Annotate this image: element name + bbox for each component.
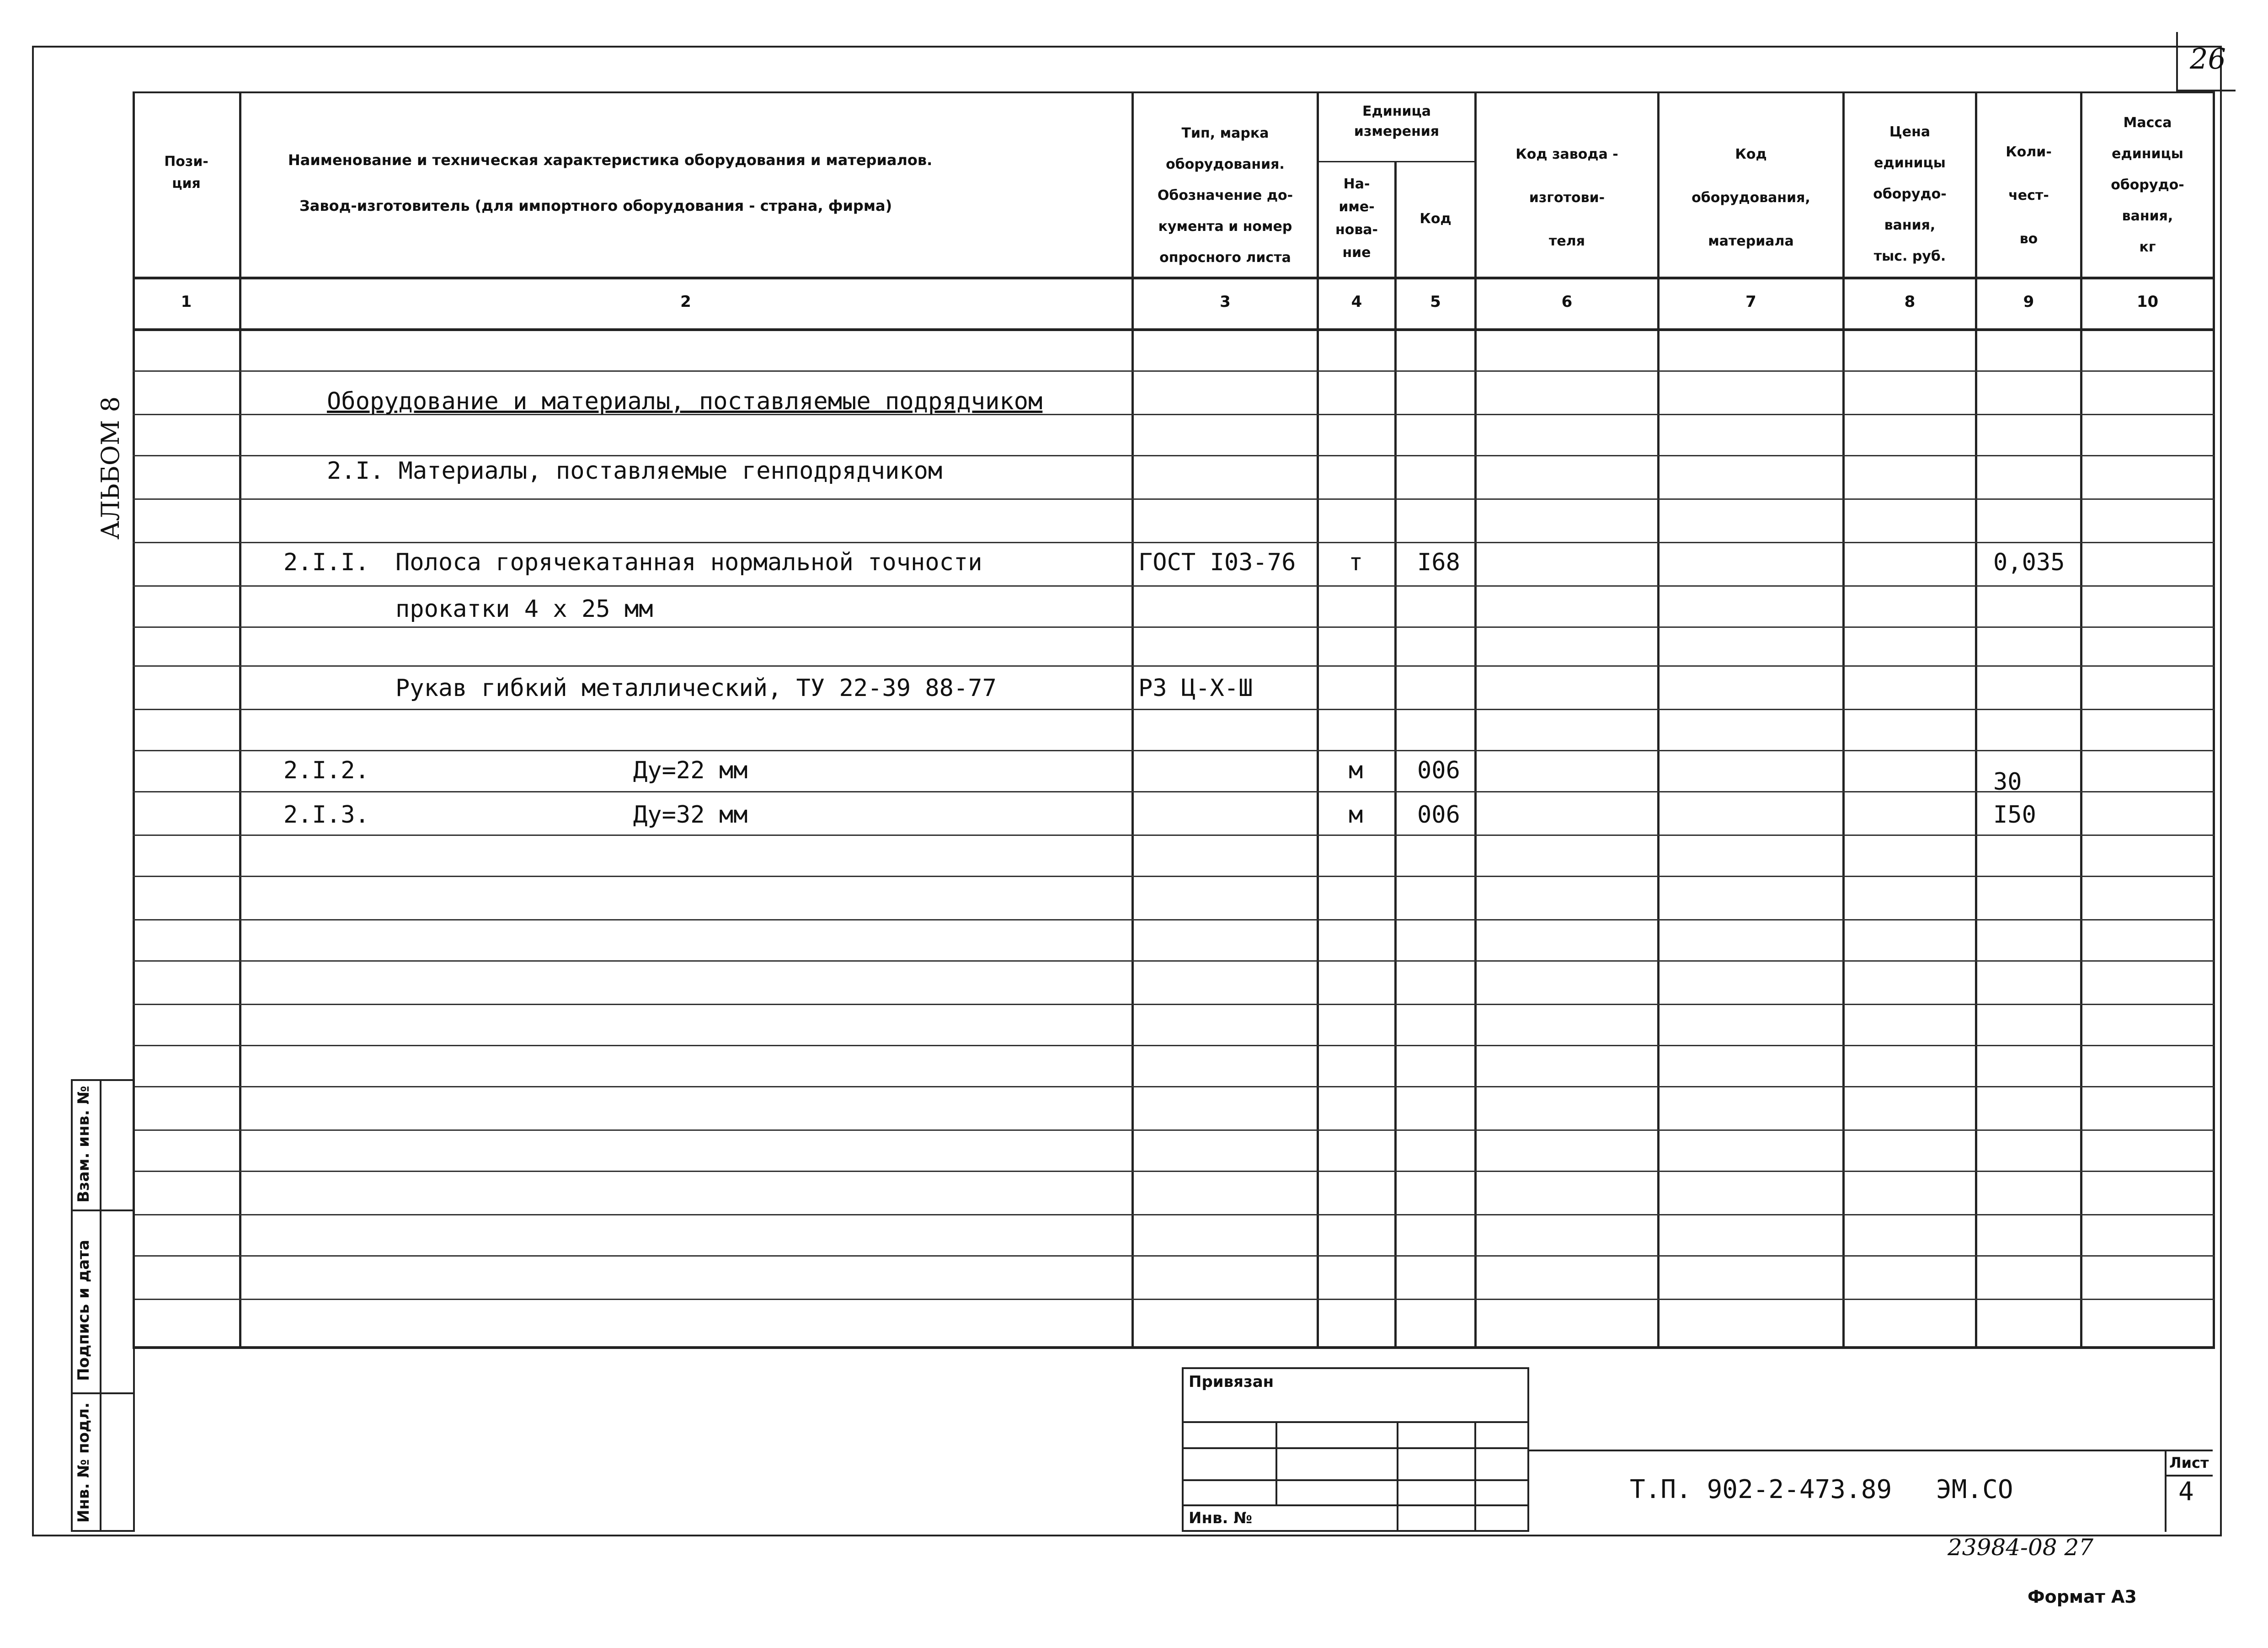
col-sep-6 <box>1657 91 1660 1349</box>
item-type: Р3 Ц-Х-Ш <box>1138 674 1253 702</box>
table-bottom-border <box>133 1346 2215 1349</box>
sheet-box-line <box>2165 1475 2213 1477</box>
row-line <box>133 542 2215 543</box>
stamp-line <box>1182 1447 1529 1449</box>
row-line <box>133 791 2215 792</box>
item-name-continuation: прокатки 4 х 25 мм <box>395 595 653 623</box>
item-name: Ду=22 мм <box>633 757 748 784</box>
title-block-top <box>1529 1450 2213 1451</box>
stamp-vline <box>1397 1421 1398 1532</box>
row-line <box>133 1045 2215 1046</box>
row-line <box>133 498 2215 500</box>
table-right-border <box>2213 91 2215 1349</box>
item-name: Ду=32 мм <box>633 801 748 829</box>
row-line <box>133 585 2215 587</box>
header-quantity: Коли- чест- во <box>2006 144 2052 247</box>
table-top-border <box>133 91 2215 93</box>
row-line <box>133 876 2215 877</box>
colnum: 7 <box>1745 293 1756 311</box>
col-sep-9 <box>2080 91 2082 1349</box>
item-quantity: I50 <box>1993 801 2036 829</box>
colnum: 1 <box>181 293 192 311</box>
row-line <box>133 750 2215 751</box>
bound-stamp-box <box>1182 1367 1529 1532</box>
side-stamp-divider <box>100 1079 101 1532</box>
row-line <box>133 960 2215 962</box>
row-line <box>133 1299 2215 1300</box>
archive-number: 23984-08 27 <box>1948 1534 2094 1561</box>
sheet-label: Лист <box>2169 1454 2209 1471</box>
colnum: 4 <box>1351 293 1362 311</box>
sheet-value: 4 <box>2178 1477 2194 1507</box>
item-position: 2.I.I. <box>283 549 369 576</box>
section-title: Оборудование и материалы, поставляемые подрядчиком <box>327 388 1043 415</box>
row-line <box>133 455 2215 456</box>
colnum: 10 <box>2136 293 2159 311</box>
row-line <box>133 370 2215 372</box>
side-stamp-sep <box>71 1392 135 1394</box>
item-quantity: 30 <box>1993 768 2022 796</box>
row-line <box>133 709 2215 710</box>
row-line <box>133 1086 2215 1087</box>
side-stamp-sep <box>71 1209 135 1211</box>
item-type: ГОСТ I03-76 <box>1138 549 1296 576</box>
document-code: Т.П. 902-2-473.89 <box>1630 1475 1892 1504</box>
header-price: Цена единицы оборудо- вания, тыс. руб. <box>1873 124 1947 264</box>
bound-label: Привязан <box>1189 1373 1274 1391</box>
row-line <box>133 1171 2215 1172</box>
unit-group-line <box>1317 161 1474 162</box>
header-unit-group: Единица измерения <box>1354 103 1440 139</box>
row-line <box>133 835 2215 836</box>
stamp-line <box>1182 1421 1529 1423</box>
subsection-title: 2.I. Материалы, поставляемые генподрядчиком <box>327 457 943 485</box>
item-name: Полоса горячекатанная нормальной точности <box>395 549 982 576</box>
colnum: 2 <box>680 293 691 311</box>
header-name: Наименование и техническая характеристика оборудования и материалов. Завод-изготовитель (для импортного оборудования - страна, фирма) <box>288 151 933 214</box>
header-position: Пози- ция <box>164 154 208 192</box>
stamp-line <box>1182 1504 1529 1506</box>
col-sep-8 <box>1975 91 1977 1349</box>
colnum-bottom-line <box>133 328 2215 331</box>
inv-label: Инв. № <box>1189 1509 1253 1527</box>
album-label: АЛЬБОМ 8 <box>96 396 125 540</box>
stamp-vline <box>1474 1421 1476 1532</box>
stamp-line <box>1182 1479 1529 1481</box>
row-line <box>133 626 2215 628</box>
header-bottom-line <box>133 277 2215 279</box>
item-position: 2.I.2. <box>283 757 369 784</box>
header-plant-code: Код завода - изготови- теля <box>1516 146 1618 249</box>
header-mass: Масса единицы оборудо- вания, кг <box>2111 115 2184 255</box>
col-sep-7 <box>1842 91 1845 1349</box>
row-line <box>133 919 2215 920</box>
row-line <box>133 1129 2215 1131</box>
header-unit-name: На- имe- нова- ние <box>1335 176 1378 261</box>
colnum: 5 <box>1430 293 1441 311</box>
item-unit: м <box>1349 757 1363 784</box>
header-unit-code: Код <box>1420 211 1452 227</box>
side-stamp-signature-date: Подпись и дата <box>75 1240 93 1381</box>
colnum: 8 <box>1904 293 1916 311</box>
colnum: 3 <box>1220 293 1231 311</box>
item-code: I68 <box>1417 549 1460 576</box>
side-stamp-original-inv: Инв. № подл. <box>75 1402 93 1523</box>
item-quantity: 0,035 <box>1993 549 2065 576</box>
row-line <box>133 1255 2215 1257</box>
item-unit: м <box>1349 801 1363 829</box>
document-suffix: ЭМ.СО <box>1936 1475 2013 1504</box>
side-stamp-replace-inv: Взам. инв. № <box>75 1086 93 1203</box>
col-sep-5 <box>1474 91 1477 1349</box>
col-sep-1 <box>239 91 241 1349</box>
header-type: Тип, марка оборудования. Обозначение до- кумента и номер опросного листа <box>1157 125 1293 266</box>
colnum: 6 <box>1561 293 1573 311</box>
item-code: 006 <box>1417 757 1460 784</box>
header-equipment-code: Код оборудования, материала <box>1692 146 1810 249</box>
item-name: Рукав гибкий металлический, ТУ 22-39 88-77 <box>395 674 997 702</box>
item-code: 006 <box>1417 801 1460 829</box>
row-line <box>133 1214 2215 1215</box>
item-unit: т <box>1349 549 1363 576</box>
col-sep-2 <box>1131 91 1134 1349</box>
row-line <box>133 1004 2215 1005</box>
item-position: 2.I.3. <box>283 801 369 829</box>
colnum: 9 <box>2023 293 2034 311</box>
sheet-number: 26 <box>2190 42 2226 75</box>
row-line <box>133 665 2215 667</box>
format-label: Формат А3 <box>2028 1587 2137 1607</box>
stamp-vline <box>1275 1421 1277 1504</box>
col-sep-3 <box>1317 91 1319 1349</box>
